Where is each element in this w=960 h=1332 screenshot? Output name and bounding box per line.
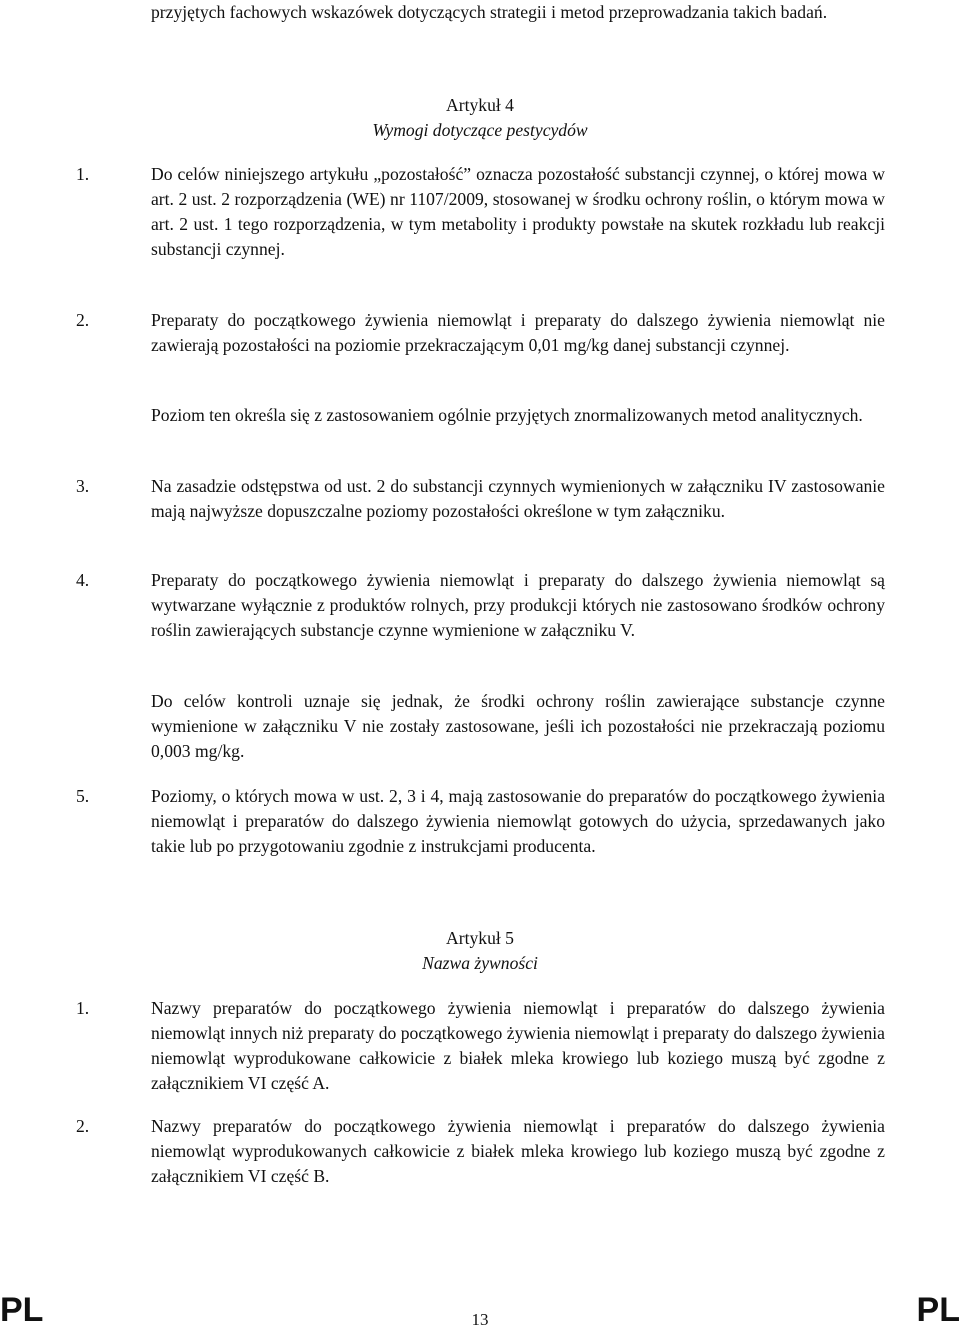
article-4-item-4-text-continued: Do celów kontroli uznaje się jednak, że środki ochrony roślin zawierające substancje czynne wymienione w załączniku V nie zostały zastosowane, jeśli ich pozostałości nie przekraczają poziomu 0,003 mg/kg.: [151, 691, 885, 761]
article-4-item-2-number: 2.: [76, 310, 90, 330]
article-4-item-5-text: Poziomy, o których mowa w ust. 2, 3 i 4, mają zastosowanie do preparatów do początkowego żywienia niemowląt i preparatów do dalszego żywienia niemowląt gotowych do użycia, sprzedawanych jako takie lub po przygotowaniu zgodnie z instrukcjami producenta.: [151, 786, 885, 856]
footer-language-right: PL: [916, 1291, 960, 1329]
article-5-item-1-number: 1.: [76, 998, 90, 1018]
article-4-item-2-text-continued: Poziom ten określa się z zastosowaniem ogólnie przyjętych znormalizowanych metod analitycznych.: [151, 405, 863, 425]
article-4-item-4-text: Preparaty do początkowego żywienia niemowląt i preparaty do dalszego żywienia niemowląt są wytwarzane wyłącznie z produktów rolnych, przy produkcji których nie zastosowano środków ochrony roślin zawierających substancje czynne wymienione w załączniku V.: [151, 570, 885, 640]
article-4-item-5-number: 5.: [76, 786, 90, 806]
article-5-heading: Artykuł 5: [446, 928, 514, 948]
article-4-item-1-number: 1.: [76, 164, 90, 184]
page-number: 13: [471, 1310, 489, 1329]
article-5-item-2-number: 2.: [76, 1116, 90, 1136]
article-5-item-2-text: Nazwy preparatów do początkowego żywienia niemowląt i preparatów do dalszego żywienia niemowląt wyprodukowanych całkowicie z białek mleka krowiego lub koziego muszą być zgodne z załącznikiem VI część B.: [151, 1116, 885, 1186]
article-4-title: Wymogi dotyczące pestycydów: [372, 120, 588, 140]
article-4-heading: Artykuł 4: [446, 95, 514, 115]
article-4-item-2-text: Preparaty do początkowego żywienia niemowląt i preparaty do dalszego żywienia niemowląt nie zawierają pozostałości na poziomie przekraczającym 0,01 mg/kg danej substancji czynnej.: [151, 310, 885, 355]
article-5-title: Nazwa żywności: [422, 953, 538, 973]
intro-continuation: przyjętych fachowych wskazówek dotyczących strategii i metod przeprowadzania takich badań.: [151, 2, 828, 22]
article-5-item-1-text: Nazwy preparatów do początkowego żywienia niemowląt i preparatów do dalszego żywienia niemowląt innych niż preparaty do początkowego żywienia niemowląt i preparaty do dalszego żywienia niemowląt wyprodukowane całkowicie z białek mleka krowiego lub koziego muszą być zgodne z załącznikiem VI część A.: [151, 998, 885, 1093]
article-4-item-4-number: 4.: [76, 570, 90, 590]
article-4-item-3-number: 3.: [76, 476, 90, 496]
article-4-item-1-text: Do celów niniejszego artykułu „pozostałość” oznacza pozostałość substancji czynnej, o której mowa w art. 2 ust. 2 rozporządzenia (WE) nr 1107/2009, stosowanej w środku ochrony roślin, o którym mowa w art. 2 ust. 1 tego rozporządzenia, w tym metabolity i produkty powstałe na skutek rozkładu lub reakcji substancji czynnej.: [151, 164, 885, 259]
article-4-item-3-text: Na zasadzie odstępstwa od ust. 2 do substancji czynnych wymienionych w załączniku IV zastosowanie mają najwyższe dopuszczalne poziomy pozostałości określone w tym załączniku.: [151, 476, 885, 521]
footer-language-left: PL: [0, 1291, 44, 1329]
